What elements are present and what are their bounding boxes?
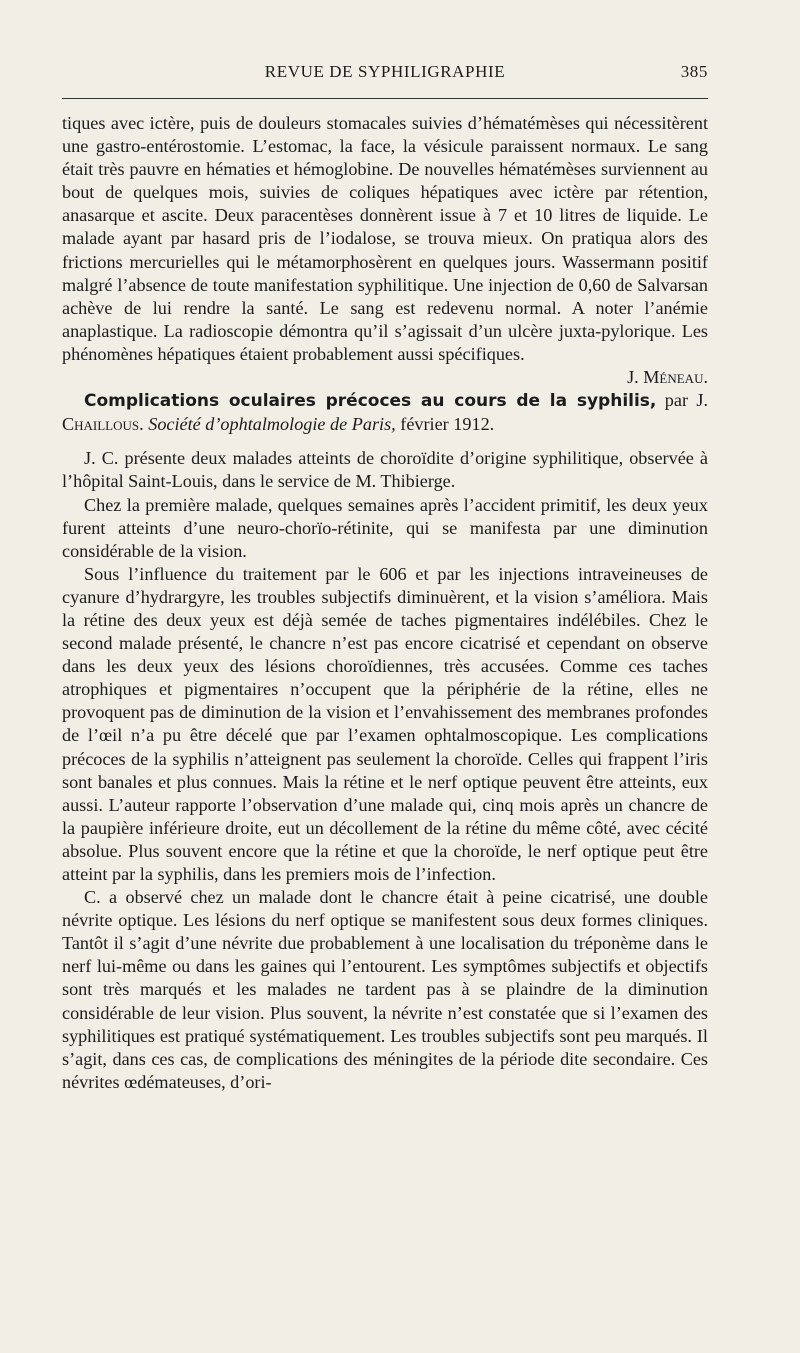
first-article-text: tiques avec ictère, puis de douleurs stomacales suivies d’hématémèses qui nécessitèrent une gastro-entérostomie. L’estomac, la face, la vésicule paraissent normaux. Le sang était très pauvre en hématies et hémoglobine. De nouvelles hématémèses surviennent au bout de quelques mois, suivies de coliques hépatiques avec ictère par rétention, anasarque et ascite. Deux paracentèses donnèrent issue à 7 et 10 litres de liquide. Le malade ayant par hasard pris de l’iodalose, se trouva mieux. On pratiqua alors des frictions mercurielles qui le métamorphosèrent en quelques jours. Wassermann positif malgré l’absence de toute manifestation syphilitique. Une injection de 0,60 de Salvarsan achève de lui rendre la santé. Le sang est redevenu normal. A noter l’anémie anaplastique. La radioscopie démontra qu’il s’agissait d’un ulcère juxta-pylorique. Les phénomènes hépatiques étaient probablement aussi spécifiques. [62,113,708,364]
header-rule [62,98,708,99]
first-article-signature: J. Méneau. [627,367,708,388]
page-body [62,112,708,1094]
article-author: J. Chaillous. [62,390,709,435]
spacer [62,436,708,447]
running-title: REVUE DE SYPHILIGRAPHIE [264,62,506,81]
running-header [62,62,708,86]
page-number: 385 [680,62,708,81]
article-journal: Société d’ophtalmologie de Paris, [148,414,396,435]
article-paragraph: J. C. présente deux malades atteints de choroïdite d’origine syphilitique, observée à l’hôpital Saint-Louis, dans le service de M. Thibierge. [62,448,708,492]
article-paragraph: Sous l’influence du traitement par le 606 et par les injections intraveineuses de cyanure d’hydrargyre, les troubles subjectifs diminuèrent, et la vision s’améliora. Mais la rétine des deux yeux est déjà semée de taches pigmentaires indélébiles. Chez le second malade présenté, le chancre n’est pas encore cicatrisé et cependant on observe dans les deux yeux des lésions choroïdiennes, très accusées. Comme ces taches atrophiques et pigmentaires n’occupent que la périphérie de la rétine, elles ne provoquent pas de diminution de la vision et l’envahissement des membranes profondes de l’œil n’a pu être décelé que par l’examen ophtalmoscopique. Les complications précoces de la syphilis n’atteignent pas seulement la choroïde. Celles qui frappent l’iris sont banales et plus connues. Mais la rétine et le nerf optique peuvent être atteints, eux aussi. L’auteur rapporte l’observation d’une malade qui, cinq mois après un chancre de la paupière inférieure droite, eut un décollement de la rétine du même côté, avec cécité absolue. Plus souvent encore que la rétine et que la choroïde, le nerf optique peut être atteint par la syphilis, dans les premiers mois de l’infection. [62,563,708,884]
article-by: par [664,390,689,411]
article-paragraph: Chez la première malade, quelques semaines après l’accident primitif, les deux yeux furent atteints d’une neuro-chorïo-rétinite, qui se manifesta par une diminution considérable de la vision. [62,494,708,561]
article-title: Complications oculaires précoces au cours de la syphilis, [84,391,657,412]
article-paragraph: C. a observé chez un malade dont le chancre était à peine cicatrisé, une double névrite optique. Les lésions du nerf optique se manifestent sous deux formes cliniques. Tantôt il s’agit d’une névrite due probablement à une localisation du tréponème dans le nerf lui-même ou dans les gaines qui l’entourent. Les symptômes subjectifs et objectifs sont très marqués et les malades ne tardent pas à se plaindre de la diminution considérable de leur vision. Plus souvent, la névrite n’est constatée que si l’examen des syphilitiques est pratiqué systématiquement. Les troubles subjectifs sont peu marqués. Il s’agit, dans ces cas, de complications des méningites de la période dite secondaire. Ces névrites œdémateuses, d’ori- [62,887,708,1092]
second-article-heading [62,389,708,436]
first-article-paragraph [62,112,708,389]
article-date: février 1912. [400,414,495,435]
